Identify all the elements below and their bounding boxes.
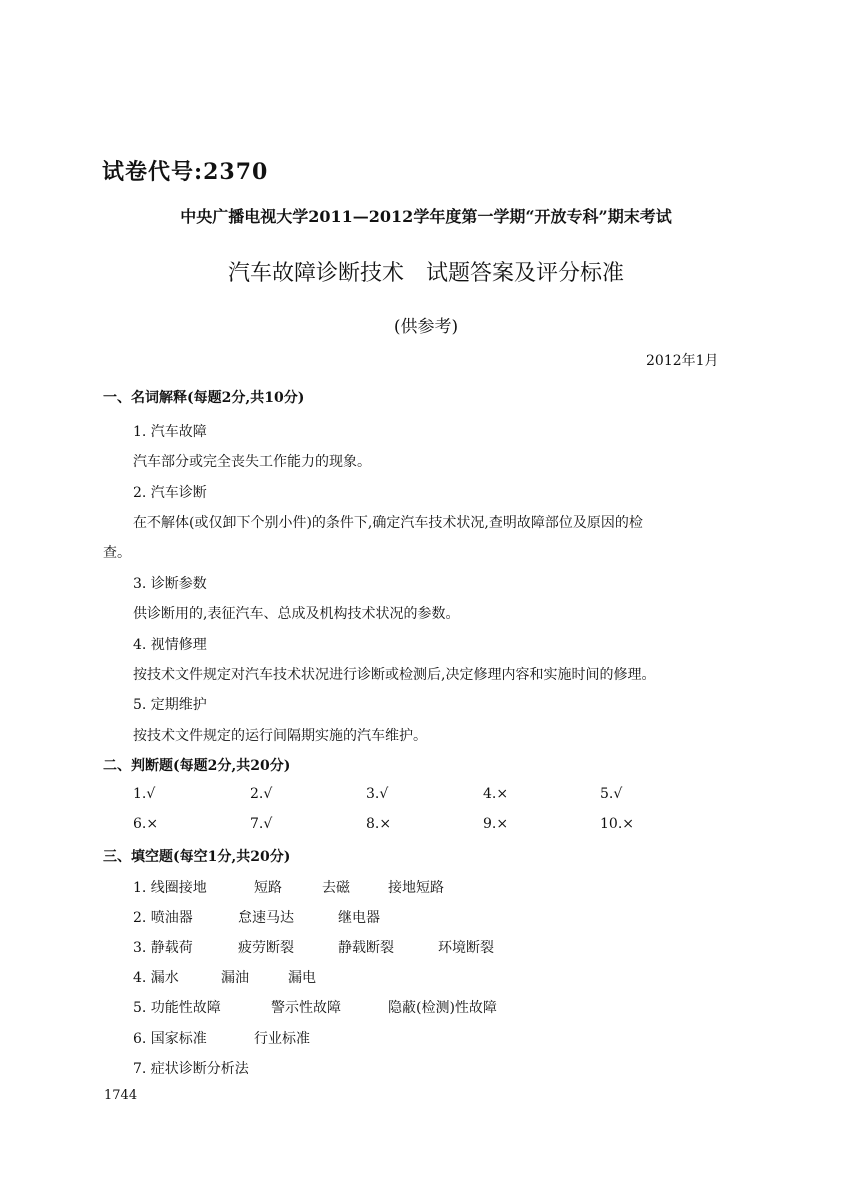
fill-line-5-blank-2: 警示性故障 [271,1000,341,1016]
term-3: 3. 诊断参数 [133,576,207,592]
term-4: 4. 视情修理 [133,637,207,653]
definition-1: 汽车部分或完全丧失工作能力的现象。 [133,454,371,470]
fill-line-6-blank-2: 行业标准 [254,1031,310,1047]
fill-line-2-blank-2: 怠速马达 [238,910,294,926]
tf-answer-1: 1.√ [133,786,156,802]
fill-line-1-blank-1: 1. 线圈接地 [133,880,207,896]
fill-line-2-blank-1: 2. 喷油器 [133,910,193,926]
fill-line-7-blank-1: 7. 症状诊断分析法 [133,1061,249,1077]
definition-2: 在不解体(或仅卸下个别小件)的条件下,确定汽车技术状况,查明故障部位及原因的检 [133,515,643,531]
section-heading-definitions: 一、名词解释(每题2分,共10分) [103,390,305,406]
fill-line-1-blank-4: 接地短路 [388,880,444,896]
page-number: 1744 [104,1088,138,1103]
definition-5: 按技术文件规定的运行间隔期实施的汽车维护。 [133,728,427,744]
definition-4: 按技术文件规定对汽车技术状况进行诊断或检测后,决定修理内容和实施时间的修理。 [133,667,656,683]
paper-code: 试卷代号:2370 [102,159,269,185]
exam-title: 中央广播电视大学2011—2012学年度第一学期“开放专科”期末考试 [180,207,672,226]
exam-date: 2012年1月 [646,353,719,369]
fill-line-1-blank-2: 短路 [254,880,282,896]
fill-line-4-blank-2: 漏油 [221,970,249,986]
fill-line-2-blank-3: 继电器 [338,910,380,926]
section-heading-true-false: 二、判断题(每题2分,共20分) [103,758,291,774]
fill-line-4-blank-3: 漏电 [288,970,316,986]
tf-answer-2: 2.√ [250,786,273,802]
fill-line-5-blank-1: 5. 功能性故障 [133,1000,221,1016]
fill-line-1-blank-3: 去磁 [322,880,350,896]
definition-2-continued: 查。 [103,545,131,561]
fill-line-3-blank-1: 3. 静载荷 [133,940,193,956]
fill-line-3-blank-4: 环境断裂 [438,940,494,956]
tf-answer-8: 8.× [366,816,392,832]
tf-answer-4: 4.× [483,786,509,802]
term-2: 2. 汽车诊断 [133,485,207,501]
fill-line-3-blank-3: 静载断裂 [338,940,394,956]
fill-line-6-blank-1: 6. 国家标准 [133,1031,207,1047]
reference-note: (供参考) [393,317,459,337]
tf-answer-9: 9.× [483,816,509,832]
term-1: 1. 汽车故障 [133,424,207,440]
term-5: 5. 定期维护 [133,697,207,713]
tf-answer-3: 3.√ [366,786,389,802]
fill-line-3-blank-2: 疲劳断裂 [238,940,294,956]
definition-3: 供诊断用的,表征汽车、总成及机构技术状况的参数。 [133,606,460,622]
tf-answer-7: 7.√ [250,816,273,832]
fill-line-4-blank-1: 4. 漏水 [133,970,179,986]
tf-answer-10: 10.× [600,816,634,832]
tf-answer-5: 5.√ [600,786,623,802]
section-heading-fill-in: 三、填空题(每空1分,共20分) [103,849,291,865]
fill-line-5-blank-3: 隐蔽(检测)性故障 [388,1000,497,1016]
document-title: 汽车故障诊断技术 试题答案及评分标准 [227,261,624,286]
tf-answer-6: 6.× [133,816,159,832]
